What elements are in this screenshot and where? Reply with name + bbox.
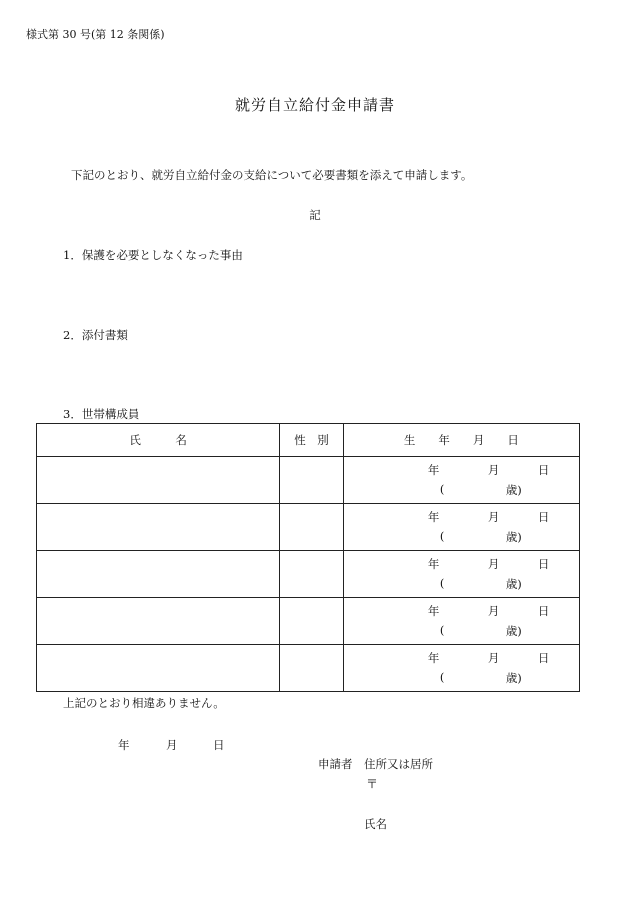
birth-cell[interactable] [343, 598, 579, 645]
name-cell[interactable] [37, 504, 280, 551]
sex-cell[interactable] [280, 504, 344, 551]
sex-cell[interactable] [280, 598, 344, 645]
sex-cell[interactable] [280, 551, 344, 598]
table-row [37, 504, 580, 551]
intro-text: 下記のとおり、就労自立給付金の支給について必要書類を添えて申請します。 [71, 168, 473, 182]
address-label: 住所又は居所 [364, 757, 433, 771]
age-label: 歳) [505, 530, 522, 544]
name-cell[interactable] [37, 598, 280, 645]
birth-cell[interactable] [343, 504, 579, 551]
age-label: 歳) [505, 483, 522, 497]
section-household: 3．世帯構成員 [63, 407, 140, 421]
month-label: 月 [487, 510, 500, 524]
section-reason: 1．保護を必要としなくなった事由 [63, 248, 243, 262]
sex-cell[interactable] [280, 645, 344, 692]
day-label: 日 [537, 510, 550, 524]
postal-mark: 〒 [366, 777, 379, 791]
table-row [37, 551, 580, 598]
applicant-label: 申請者 [318, 757, 353, 771]
applicant-name-label: 氏名 [364, 817, 387, 831]
birth-cell[interactable] [343, 645, 579, 692]
year-label: 年 [427, 510, 440, 524]
table-header-row [37, 424, 580, 457]
month-label: 月 [487, 604, 500, 618]
age-open-paren: ( [439, 529, 445, 543]
form-number: 様式第 30 号(第 12 条関係) [26, 28, 165, 41]
day-label: 日 [537, 604, 550, 618]
header-birth: 生 年 月 日 [343, 424, 579, 457]
page-title: 就労自立給付金申請書 [234, 96, 395, 114]
date-year-label: 年 [118, 738, 130, 752]
age-label: 歳) [505, 577, 522, 591]
name-cell[interactable] [37, 551, 280, 598]
date-month-label: 月 [166, 738, 178, 752]
birth-cell[interactable] [343, 457, 579, 504]
household-table [36, 423, 580, 692]
year-label: 年 [427, 604, 440, 618]
age-label: 歳) [505, 671, 522, 685]
age-open-paren: ( [439, 670, 445, 684]
age-open-paren: ( [439, 482, 445, 496]
birth-cell[interactable] [343, 551, 579, 598]
name-cell[interactable] [37, 457, 280, 504]
year-label: 年 [427, 557, 440, 571]
month-label: 月 [487, 557, 500, 571]
confirmation-text: 上記のとおり相違ありません。 [63, 696, 225, 710]
date-day-label: 日 [213, 738, 225, 752]
age-open-paren: ( [439, 623, 445, 637]
year-label: 年 [427, 463, 440, 477]
day-label: 日 [537, 651, 550, 665]
year-label: 年 [427, 651, 440, 665]
day-label: 日 [537, 463, 550, 477]
table-row [37, 457, 580, 504]
month-label: 月 [487, 651, 500, 665]
section-attachments: 2．添付書類 [63, 328, 128, 342]
sex-cell[interactable] [280, 457, 344, 504]
header-sex: 性 別 [280, 424, 344, 457]
table-row [37, 598, 580, 645]
ki-heading: 記 [309, 208, 321, 222]
table-row [37, 645, 580, 692]
header-name: 氏 名 [37, 424, 280, 457]
day-label: 日 [537, 557, 550, 571]
name-cell[interactable] [37, 645, 280, 692]
month-label: 月 [487, 463, 500, 477]
age-open-paren: ( [439, 576, 445, 590]
age-label: 歳) [505, 624, 522, 638]
